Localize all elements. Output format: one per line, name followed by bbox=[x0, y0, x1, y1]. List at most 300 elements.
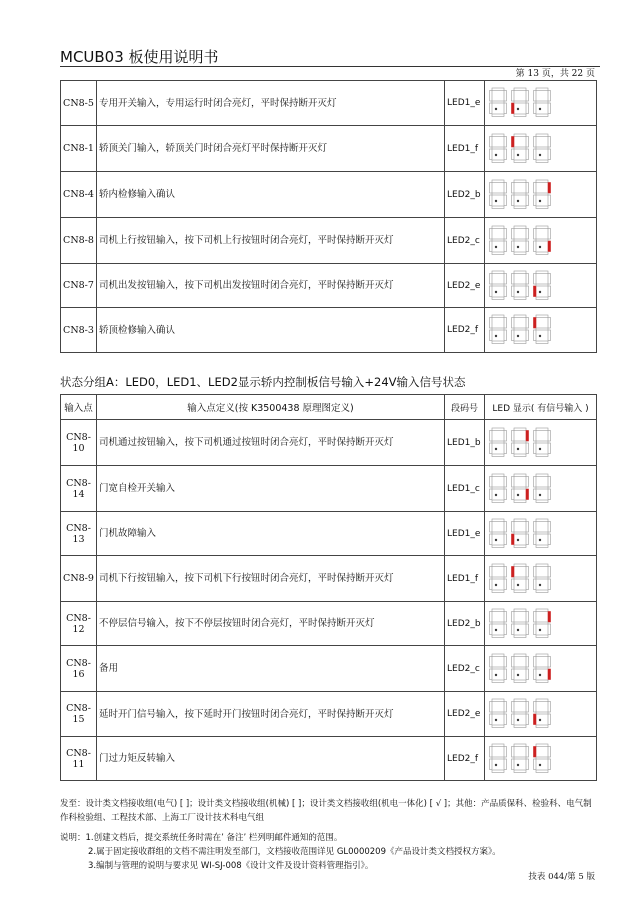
segment-e bbox=[490, 241, 493, 252]
segment-f bbox=[490, 91, 493, 102]
seven-segment-digit bbox=[489, 225, 509, 257]
segment-c bbox=[504, 489, 507, 500]
seven-segment-digit bbox=[489, 133, 509, 165]
decimal-point bbox=[517, 447, 519, 449]
segment-e bbox=[490, 759, 493, 770]
led-display bbox=[485, 264, 597, 308]
segment-a bbox=[514, 88, 526, 91]
table-row bbox=[61, 172, 597, 218]
header-segment: 段码号 bbox=[445, 395, 485, 420]
led-display bbox=[485, 602, 597, 646]
segment-g bbox=[492, 328, 504, 330]
segment-c bbox=[526, 669, 529, 680]
segment-d bbox=[536, 500, 548, 503]
segment-e bbox=[490, 195, 493, 206]
segment-a bbox=[514, 654, 526, 657]
segment-code: LED1_f bbox=[445, 556, 485, 602]
segment-e bbox=[534, 149, 537, 160]
segment-b bbox=[504, 273, 507, 284]
segment-g bbox=[492, 667, 504, 669]
led-digit-group bbox=[489, 87, 596, 119]
segment-c bbox=[548, 534, 551, 545]
segment-f bbox=[534, 430, 537, 441]
segment-b-lit bbox=[548, 611, 551, 622]
segment-c bbox=[548, 195, 551, 206]
segment-g bbox=[492, 441, 504, 443]
segment-c bbox=[548, 286, 551, 297]
segment-f bbox=[490, 430, 493, 441]
segment-f bbox=[490, 228, 493, 239]
segment-b bbox=[548, 476, 551, 487]
segment-b bbox=[526, 273, 529, 284]
seven-segment-digit bbox=[533, 563, 553, 595]
seven-segment-digit bbox=[489, 473, 509, 505]
segment-a bbox=[492, 654, 504, 657]
note-line-2: 2.属于固定接收群组的文档不需注明发至部门，文档接收范围详见 GL0000209《产品设计类文档授权方案》。 bbox=[88, 847, 501, 857]
segment-d bbox=[514, 680, 526, 683]
seven-segment-digit bbox=[489, 87, 509, 119]
segment-code: LED2_b bbox=[445, 172, 485, 218]
input-point-definition: 轿内检修输入确认 bbox=[97, 172, 445, 218]
decimal-point bbox=[517, 583, 519, 585]
segment-a bbox=[536, 88, 548, 91]
segment-g bbox=[514, 667, 526, 669]
led-digit-group bbox=[489, 133, 596, 165]
segment-d bbox=[492, 635, 504, 638]
segment-f bbox=[512, 228, 515, 239]
segment-g bbox=[492, 101, 504, 103]
segment-b bbox=[504, 182, 507, 193]
segment-e bbox=[512, 714, 515, 725]
segment-g bbox=[514, 577, 526, 579]
segment-d bbox=[514, 206, 526, 209]
segment-c bbox=[548, 443, 551, 454]
segment-e bbox=[534, 759, 537, 770]
segment-g bbox=[536, 667, 548, 669]
segment-a bbox=[514, 134, 526, 137]
segment-e bbox=[512, 669, 515, 680]
input-point-definition: 不停层信号输入，按下不停层按钮时闭合亮灯，平时保持断开灭灯 bbox=[97, 602, 445, 646]
decimal-point bbox=[539, 628, 541, 630]
input-point-code: CN8-13 bbox=[61, 512, 97, 556]
segment-c bbox=[504, 286, 507, 297]
segment-e bbox=[512, 759, 515, 770]
segment-b bbox=[504, 476, 507, 487]
input-point-code: CN8-4 bbox=[61, 172, 97, 218]
input-point-definition: 司机下行按钮输入，按下司机下行按钮时闭合亮灯，平时保持断开灭灯 bbox=[97, 556, 445, 602]
input-point-definition: 备用 bbox=[97, 646, 445, 692]
segment-f bbox=[534, 702, 537, 713]
led-digit-group bbox=[489, 518, 596, 550]
segment-c-lit bbox=[526, 489, 529, 500]
segment-g bbox=[492, 487, 504, 489]
segment-f bbox=[512, 318, 515, 329]
segment-f bbox=[512, 91, 515, 102]
led-display bbox=[485, 466, 597, 512]
table-row bbox=[61, 512, 597, 556]
segment-b bbox=[548, 228, 551, 239]
decimal-point bbox=[495, 447, 497, 449]
led-display bbox=[485, 81, 597, 126]
segment-d bbox=[492, 454, 504, 457]
segment-b bbox=[526, 91, 529, 102]
segment-g bbox=[536, 284, 548, 286]
distribution-note: 发至：设计类文档接收组(电气) [ ]；设计类文档接收组(机械) [ ]；设计类文档接收组(机电一体化) [ √ ]；其他：产品质保科、检验科、电气制作科检验组、工程技术部、上海工厂设计技术科电气组 bbox=[60, 799, 592, 823]
segment-b-lit bbox=[526, 430, 529, 441]
segment-d bbox=[536, 341, 548, 344]
segment-f bbox=[512, 430, 515, 441]
decimal-point bbox=[495, 538, 497, 540]
header-led-display: LED 显示( 有信号输入 ) bbox=[485, 395, 597, 420]
segment-c bbox=[526, 534, 529, 545]
seven-segment-digit bbox=[489, 563, 509, 595]
seven-segment-digit bbox=[511, 653, 531, 685]
decimal-point bbox=[539, 245, 541, 247]
seven-segment-digit bbox=[533, 87, 553, 119]
segment-d bbox=[492, 252, 504, 255]
segment-a bbox=[536, 744, 548, 747]
seven-segment-digit bbox=[489, 179, 509, 211]
note-line-1: 说明：1.创建文档后，提交系统任务时需在’ 备注’ 栏列明邮件通知的范围。 bbox=[60, 833, 343, 843]
input-point-definition: 轿顶检修输入确认 bbox=[97, 308, 445, 353]
segment-d bbox=[514, 770, 526, 773]
table-header-row bbox=[61, 395, 597, 420]
segment-e-lit bbox=[512, 534, 515, 545]
segment-a bbox=[536, 564, 548, 567]
segment-e bbox=[534, 624, 537, 635]
segment-g bbox=[536, 577, 548, 579]
segment-a bbox=[514, 699, 526, 702]
segment-c-lit bbox=[548, 669, 551, 680]
decimal-point bbox=[539, 719, 541, 721]
decimal-point bbox=[539, 763, 541, 765]
segment-e bbox=[512, 149, 515, 160]
segment-a bbox=[492, 226, 504, 229]
segment-d bbox=[492, 770, 504, 773]
segment-a bbox=[492, 315, 504, 318]
table-row bbox=[61, 420, 597, 466]
input-point-code: CN8-15 bbox=[61, 692, 97, 737]
segment-d bbox=[536, 725, 548, 728]
decimal-point bbox=[517, 335, 519, 337]
segment-e bbox=[490, 579, 493, 590]
table-row bbox=[61, 602, 597, 646]
segment-b bbox=[504, 656, 507, 667]
segment-d bbox=[492, 114, 504, 117]
led-display bbox=[485, 556, 597, 602]
segment-d bbox=[536, 680, 548, 683]
segment-g bbox=[514, 147, 526, 149]
segment-c bbox=[526, 241, 529, 252]
segment-d bbox=[514, 725, 526, 728]
segment-g bbox=[492, 193, 504, 195]
table-row bbox=[61, 308, 597, 353]
segment-b bbox=[548, 318, 551, 329]
led-digit-group bbox=[489, 608, 596, 640]
segment-c bbox=[504, 579, 507, 590]
segment-b bbox=[548, 702, 551, 713]
seven-segment-digit bbox=[489, 427, 509, 459]
decimal-point bbox=[539, 538, 541, 540]
segment-a bbox=[514, 474, 526, 477]
segment-d bbox=[492, 590, 504, 593]
led-digit-group bbox=[489, 270, 596, 302]
segment-e bbox=[534, 489, 537, 500]
input-point-definition: 司机通过按钮输入，按下司机通过按钮时闭合亮灯，平时保持断开灭灯 bbox=[97, 420, 445, 466]
segment-c bbox=[526, 714, 529, 725]
segment-d bbox=[514, 500, 526, 503]
segment-f-lit bbox=[512, 136, 515, 147]
decimal-point bbox=[539, 673, 541, 675]
segment-e bbox=[512, 489, 515, 500]
segment-d bbox=[492, 725, 504, 728]
seven-segment-digit bbox=[511, 133, 531, 165]
segment-g bbox=[514, 239, 526, 241]
segment-b bbox=[504, 702, 507, 713]
seven-segment-digit bbox=[511, 743, 531, 775]
segment-e bbox=[490, 489, 493, 500]
segment-c bbox=[548, 624, 551, 635]
decimal-point bbox=[539, 583, 541, 585]
led-display bbox=[485, 737, 597, 781]
seven-segment-digit bbox=[533, 608, 553, 640]
segment-b bbox=[526, 521, 529, 532]
segment-code: LED1_b bbox=[445, 420, 485, 466]
document-title: MCUB03 板使用说明书 bbox=[60, 48, 219, 66]
header-input-point: 输入点 bbox=[61, 395, 97, 420]
segment-b bbox=[526, 702, 529, 713]
segment-f bbox=[512, 182, 515, 193]
segment-e bbox=[534, 330, 537, 341]
segment-b bbox=[526, 228, 529, 239]
segment-c bbox=[548, 714, 551, 725]
seven-segment-digit bbox=[511, 427, 531, 459]
segment-e bbox=[490, 330, 493, 341]
segment-f bbox=[534, 136, 537, 147]
decimal-point bbox=[517, 199, 519, 201]
segment-f-lit bbox=[534, 318, 537, 329]
segment-e bbox=[490, 624, 493, 635]
decimal-point bbox=[539, 290, 541, 292]
segment-e bbox=[512, 624, 515, 635]
segment-e bbox=[512, 241, 515, 252]
segment-a bbox=[514, 428, 526, 431]
segment-f bbox=[490, 702, 493, 713]
seven-segment-digit bbox=[489, 653, 509, 685]
input-point-definition: 门宽自检开关输入 bbox=[97, 466, 445, 512]
segment-g bbox=[536, 239, 548, 241]
segment-code: LED1_f bbox=[445, 126, 485, 172]
seven-segment-digit bbox=[533, 743, 553, 775]
input-point-code: CN8-5 bbox=[61, 81, 97, 126]
led-display bbox=[485, 126, 597, 172]
section-title: 状态分组A：LED0，LED1、LED2显示轿内控制板信号输入+24V输入信号状态 bbox=[60, 375, 466, 389]
segment-code: LED1_e bbox=[445, 81, 485, 126]
segment-a bbox=[536, 226, 548, 229]
segment-f bbox=[534, 91, 537, 102]
segment-c bbox=[526, 103, 529, 114]
segment-g bbox=[514, 101, 526, 103]
decimal-point bbox=[495, 628, 497, 630]
decimal-point bbox=[539, 108, 541, 110]
segment-code: LED2_f bbox=[445, 308, 485, 353]
segment-b bbox=[504, 318, 507, 329]
segment-g bbox=[492, 712, 504, 714]
table-row bbox=[61, 737, 597, 781]
seven-segment-digit bbox=[511, 87, 531, 119]
table-row bbox=[61, 264, 597, 308]
segment-c bbox=[504, 195, 507, 206]
input-point-definition: 门机故障输入 bbox=[97, 512, 445, 556]
segment-f-lit bbox=[512, 566, 515, 577]
table-row bbox=[61, 556, 597, 602]
segment-a bbox=[536, 609, 548, 612]
led-digit-group bbox=[489, 225, 596, 257]
decimal-point bbox=[539, 153, 541, 155]
segment-d bbox=[536, 114, 548, 117]
segment-f-lit bbox=[534, 746, 537, 757]
segment-d bbox=[536, 297, 548, 300]
segment-c bbox=[526, 330, 529, 341]
segment-c bbox=[548, 759, 551, 770]
segment-code: LED2_c bbox=[445, 218, 485, 264]
table-row bbox=[61, 218, 597, 264]
segment-g bbox=[514, 441, 526, 443]
table-row bbox=[61, 692, 597, 737]
segment-e bbox=[534, 443, 537, 454]
segment-a bbox=[514, 271, 526, 274]
segment-d bbox=[492, 545, 504, 548]
segment-d bbox=[536, 770, 548, 773]
segment-b bbox=[504, 228, 507, 239]
segment-d bbox=[536, 206, 548, 209]
input-point-definition: 司机上行按钮输入，按下司机上行按钮时闭合亮灯，平时保持断开灭灯 bbox=[97, 218, 445, 264]
led-digit-group bbox=[489, 698, 596, 730]
segment-d bbox=[492, 341, 504, 344]
segment-d bbox=[536, 454, 548, 457]
segment-c bbox=[526, 579, 529, 590]
segment-c bbox=[548, 489, 551, 500]
segment-c bbox=[526, 624, 529, 635]
seven-segment-digit bbox=[533, 225, 553, 257]
seven-segment-digit bbox=[511, 518, 531, 550]
segment-b bbox=[548, 430, 551, 441]
segment-g bbox=[514, 622, 526, 624]
segment-f bbox=[534, 476, 537, 487]
seven-segment-digit bbox=[489, 608, 509, 640]
decimal-point bbox=[517, 245, 519, 247]
segment-a bbox=[492, 428, 504, 431]
segment-f bbox=[512, 656, 515, 667]
table-row bbox=[61, 646, 597, 692]
table-input-points-2 bbox=[60, 394, 597, 781]
segment-d bbox=[536, 635, 548, 638]
decimal-point bbox=[517, 153, 519, 155]
segment-d bbox=[514, 635, 526, 638]
segment-d bbox=[514, 297, 526, 300]
segment-e-lit bbox=[512, 103, 515, 114]
segment-g bbox=[492, 532, 504, 534]
segment-c bbox=[504, 241, 507, 252]
segment-f bbox=[490, 656, 493, 667]
segment-a bbox=[492, 519, 504, 522]
decimal-point bbox=[539, 447, 541, 449]
segment-code: LED1_e bbox=[445, 512, 485, 556]
segment-d bbox=[514, 545, 526, 548]
seven-segment-digit bbox=[533, 698, 553, 730]
led-display bbox=[485, 308, 597, 353]
segment-b bbox=[526, 318, 529, 329]
segment-b bbox=[548, 136, 551, 147]
segment-b bbox=[548, 521, 551, 532]
segment-e bbox=[490, 149, 493, 160]
segment-a bbox=[536, 271, 548, 274]
segment-d bbox=[514, 114, 526, 117]
segment-e bbox=[534, 579, 537, 590]
segment-f bbox=[534, 273, 537, 284]
segment-c bbox=[526, 195, 529, 206]
led-display bbox=[485, 218, 597, 264]
segment-c bbox=[504, 534, 507, 545]
segment-c bbox=[526, 759, 529, 770]
segment-e bbox=[534, 669, 537, 680]
seven-segment-digit bbox=[489, 314, 509, 346]
segment-f bbox=[534, 656, 537, 667]
segment-a bbox=[492, 609, 504, 612]
decimal-point bbox=[517, 290, 519, 292]
input-point-definition: 门过力矩反转输入 bbox=[97, 737, 445, 781]
segment-c bbox=[548, 149, 551, 160]
segment-f bbox=[490, 182, 493, 193]
table-row bbox=[61, 126, 597, 172]
input-point-code: CN8-3 bbox=[61, 308, 97, 353]
seven-segment-digit bbox=[489, 698, 509, 730]
seven-segment-digit bbox=[533, 133, 553, 165]
decimal-point bbox=[495, 199, 497, 201]
segment-e bbox=[534, 195, 537, 206]
segment-e bbox=[512, 443, 515, 454]
segment-g bbox=[514, 757, 526, 759]
segment-f bbox=[512, 476, 515, 487]
seven-segment-digit bbox=[511, 698, 531, 730]
segment-d bbox=[492, 297, 504, 300]
segment-b bbox=[526, 182, 529, 193]
segment-a bbox=[536, 180, 548, 183]
decimal-point bbox=[517, 493, 519, 495]
segment-c bbox=[504, 714, 507, 725]
segment-b bbox=[526, 611, 529, 622]
decimal-point bbox=[517, 628, 519, 630]
segment-e bbox=[490, 286, 493, 297]
decimal-point bbox=[539, 335, 541, 337]
led-display bbox=[485, 420, 597, 466]
segment-d bbox=[536, 160, 548, 163]
segment-g bbox=[514, 284, 526, 286]
input-point-definition: 轿顶关门输入，轿顶关门时闭合亮灯平时保持断开灭灯 bbox=[97, 126, 445, 172]
segment-g bbox=[514, 532, 526, 534]
segment-g bbox=[536, 757, 548, 759]
decimal-point bbox=[517, 538, 519, 540]
segment-d bbox=[536, 545, 548, 548]
segment-code: LED2_e bbox=[445, 264, 485, 308]
segment-f bbox=[490, 136, 493, 147]
segment-f bbox=[490, 611, 493, 622]
segment-code: LED2_f bbox=[445, 737, 485, 781]
seven-segment-digit bbox=[533, 473, 553, 505]
segment-d bbox=[536, 590, 548, 593]
segment-a bbox=[492, 271, 504, 274]
segment-b bbox=[504, 746, 507, 757]
